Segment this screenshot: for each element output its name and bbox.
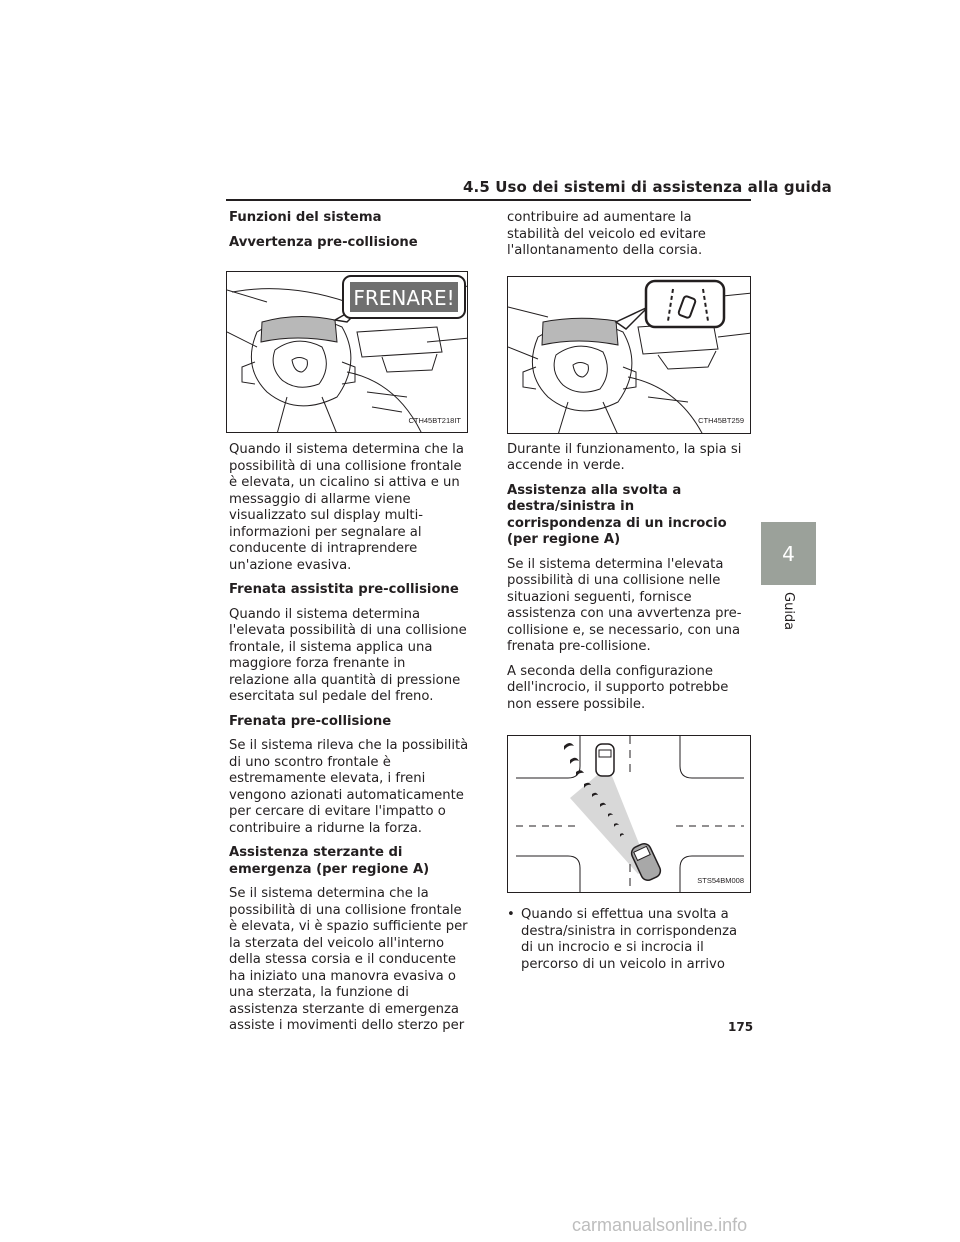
chapter-label <box>781 592 799 632</box>
chapter-tab <box>761 522 816 585</box>
paragraph-continue: contribuire ad aumentare la stabilità del veicolo ed evitare l'allontanamento della corsia. <box>507 210 706 258</box>
chapter-number: 4 <box>782 542 795 566</box>
heading-functions: Funzioni del sistema <box>229 210 382 225</box>
heading-steer: Assistenza sterzante di emergenza (per regione A) <box>229 845 430 877</box>
figure-dashboard-warning <box>226 271 468 433</box>
paragraph-config: A seconda della configurazione dell'incrocio, il supporto potrebbe non essere possibile. <box>507 663 729 712</box>
figure-code: STS54BM008 <box>697 875 744 885</box>
dashboard-illustration <box>227 272 468 433</box>
figure-code: CTH45BT218IT <box>408 415 461 425</box>
heading-brake: Frenata pre-collisione <box>229 713 392 729</box>
paragraph-turn-assist: Se il sistema determina l'elevata possibilità di una collisione nelle situazioni seguenti, fornisce assistenza con una avvertenza pre-collisione e, se necessario, con una frenata pre-collisione. <box>507 556 742 654</box>
paragraph-indicator: Durante il funzionamento, la spia si accende in verde. <box>507 441 742 473</box>
bullet-text: Quando si effettua una svolta a destra/sinistra in corrispondenza di un incrocio e si incrocia il percorso di un veicolo in arrivo <box>521 907 738 972</box>
heading-warning: Avvertenza pre-collisione <box>229 234 418 250</box>
paragraph-warning: Quando il sistema determina che la possibilità di una collisione frontale è elevata, un cicalino si attiva e un messaggio di allarme viene visualizzato sul display multi-informazioni per segnalare al conducente di intraprendere un'azione evasiva. <box>229 442 464 573</box>
watermark: carmanualsonline.info <box>572 1215 748 1235</box>
paragraph-brake: Se il sistema rileva che la possibilità di uno scontro frontale è estremamente elevata, i freni vengono azionati automaticamente per cercare di evitare l'impatto o contribuire a ridurne la forza. <box>229 738 469 836</box>
figure-code: CTH45BT259 <box>698 416 744 425</box>
heading-turn-assist: Assistenza alla svolta a destra/sinistra in corrispondenza di un incrocio (per regione A) <box>507 482 727 547</box>
left-column <box>229 210 469 1043</box>
bullet-dot: • <box>507 907 515 922</box>
right-column <box>507 210 747 973</box>
frenare-display-text: FRENARE! <box>353 286 455 310</box>
list-item <box>507 907 747 973</box>
section-title: 4.5 Uso dei sistemi di assistenza alla guida <box>463 178 832 196</box>
page-number: 175 <box>728 1020 754 1034</box>
heading-assist-brake: Frenata assistita pre-collisione <box>229 582 459 597</box>
figure-intersection <box>507 735 751 893</box>
chapter-label-text: Guida <box>781 592 796 631</box>
header-divider <box>226 199 751 201</box>
paragraph-steer: Se il sistema determina che la possibilità di una collisione frontale è elevata, vi è spazio sufficiente per la sterzata del veicolo all'interno della stessa corsia e il conducente ha iniziato una manovra evasiva o una sterzata, la funzione di assistenza sterzante di emergenza assiste i movimenti dello sterzo per <box>229 886 468 1033</box>
oncoming-car-icon <box>596 744 614 776</box>
figure-dashboard-indicator <box>507 276 751 434</box>
paragraph-assist-brake: Quando il sistema determina l'elevata possibilità di una collisione frontale, il sistema applica una maggiore forza frenante in relazione alla quantità di pressione esercitata sul pedale del freno. <box>229 606 467 704</box>
turning-car-icon <box>629 841 662 882</box>
intersection-illustration <box>508 736 751 893</box>
dashboard-indicator-illustration <box>508 277 751 434</box>
